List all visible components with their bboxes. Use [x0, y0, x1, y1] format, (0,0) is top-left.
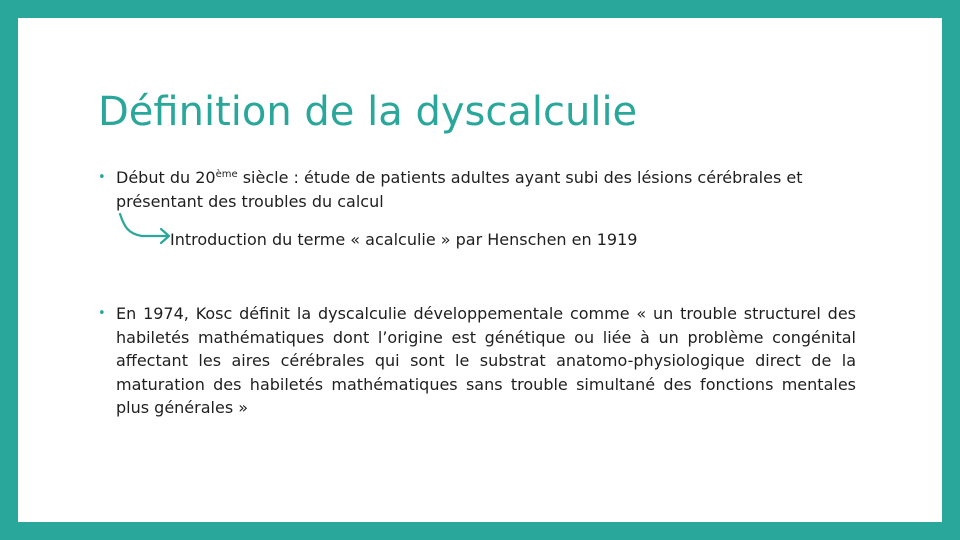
bullet-text-1 — [116, 166, 868, 213]
bullet-text-2: En 1974, Kosc définit la dyscalculie développementale comme « un trouble structurel des habiletés mathématiques dont l’origine est génétique ou liée à un problème congénital affectant les aires cérébrales qui sont le substrat anatomo-physiologique direct de la maturation des habiletés mathématiques sans trouble simultané des fonctions mentales plus générales » — [116, 304, 856, 417]
slide — [18, 18, 942, 522]
bullet-text-1-post: siècle : étude de patients adultes ayant subi des lésions cérébrales et présentant des troubles du calcul — [116, 168, 803, 211]
bullet-marker: • — [98, 170, 106, 185]
bullet-item-2 — [98, 302, 856, 420]
slide-title: Définition de la dyscalculie — [98, 89, 638, 135]
bullet-marker: • — [98, 306, 106, 321]
bullet-item-1 — [98, 166, 868, 213]
bullet-text-1-pre: Début du 20 — [116, 168, 216, 187]
superscript-eme: ème — [215, 169, 238, 180]
sub-note-text: Introduction du terme « acalculie » par Henschen en 1919 — [170, 230, 638, 249]
curved-arrow-icon — [118, 212, 178, 248]
